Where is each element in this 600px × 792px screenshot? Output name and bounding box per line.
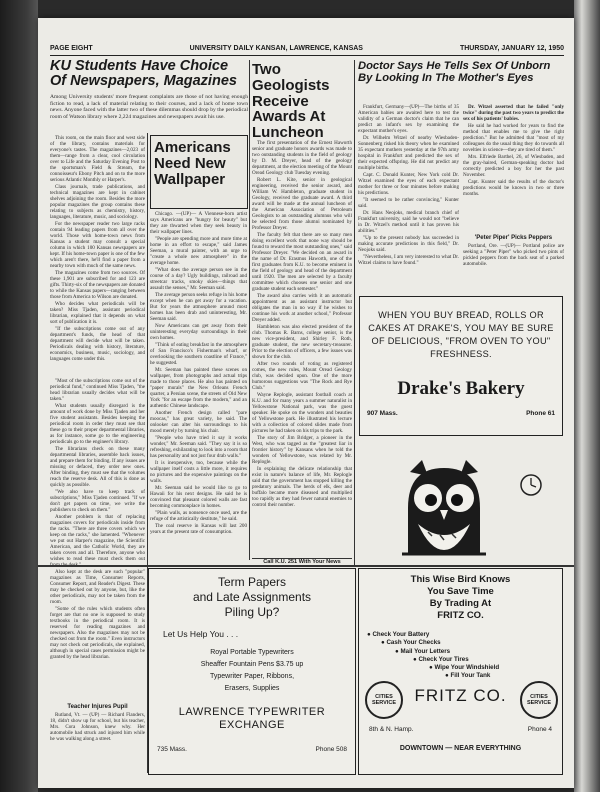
paragraph: The first presentation of the Ernest Haworth senior and graduate honors awards was made to two outstanding students in the field of geology by D. M. Dreyer, head of the geology department, at the election meeting of the Mount Oread Geology club Tuesday evening.: [252, 140, 352, 176]
ad-drakes-bakery: [359, 296, 563, 436]
paragraph: In explaining the delicate relationship that exist in nature's balance of life, Mr. Replogle said that the government has stopped killing the predatory animals. The herds of elk, deer and buffalo became more diseased and multiplied too rapidly as they had fewer natural enemies to control their number.: [252, 466, 352, 508]
page-number: PAGE EIGHT: [50, 45, 93, 52]
paragraph: Another French design called "pare moocas," has great variety, he said. The onlooker can alter his surroundings to his mood merely by turning his chair.: [150, 410, 247, 434]
drakes-address: 907 Mass.: [367, 410, 398, 417]
paragraph: "If the subscriptions come out of any department's funds, the head of that department will decide what will be taken. Periodicals dealing with history, literature, economics, business, music, sociology, and languages come under this.: [50, 326, 145, 362]
headline-line: and Late Assignments: [192, 590, 312, 604]
typewriter-item-list: [149, 647, 355, 695]
paragraph: Capt. C. Donald Kunter, New York cold Dr. Witzel examined the eyes of each expectant mother for three or four minutes before making his predictions.: [358, 172, 459, 196]
subhead-teacher-injures-pupil: Teacher Injures Pupil: [67, 704, 128, 710]
paragraph: "It seemed to be rather convincing," Kunter said.: [358, 197, 459, 209]
paragraph: "Most of the subscriptions come out of the periodical fund," continued Miss Tjaden, "the head librarian usually decides what will be taken.": [50, 378, 145, 402]
paragraph: Frankfurt, Germany—(UP)—The births of 35 American babies are awaited here to test the validity of a German doctor's claim that he can predict an infant's sex by examining the expectant mother's eyes.: [358, 104, 459, 134]
list-item: Erasers, Supplies: [224, 685, 280, 692]
paragraph: Rutland, Vt. — (UP) — Richard Flanders, 18, didn't show up for school, but his teacher, Mrs. Cora Johnson, knew why. Her automobile had struck and injured him while he was walking along a street.: [50, 712, 145, 742]
story-column-1: [50, 135, 145, 375]
list-item: ● Wipe Your Windshield: [429, 664, 500, 672]
ad-fritz-co: [358, 568, 563, 775]
fritz-phone: Phone 4: [527, 726, 552, 733]
paragraph: "Some of the rules which students often forget are that no one is supposed to study textbooks in the periodical room. It is reserved for reading magazines and newspapers. Also the magazines may not be checked out from the room." Even instructors may not check out periodicals, she explained, although in special cases permission might be granted by the head librarian.: [50, 606, 145, 660]
headline-line: By Trading At: [429, 598, 492, 609]
paragraph: Class journals, trade publications, and technical magazines are kept in cabinet shelves adjoining the room. Besides the more popular magazines the group contains these relating to subjects as chemistry, history, languages, literature, music, and sociology.: [50, 184, 145, 220]
check-label: Check Your Tires: [418, 655, 469, 663]
story-headline-geologists: Two Geologists Receive Awards At Luncheon: [252, 61, 330, 141]
paragraph: The faculty felt that there are so many men doing excellent work that none way should be found to reward the most outstanding ones," said Professor Dreyer. "We decided on an award in the name of Dr. Erasmus Haworth, one of the first graduates from K.U. to become eminent in the field of geology and head of the department until 1920. The men are selected by a faculty committee which chooses one senior and one graduate student each semester.": [252, 232, 352, 292]
headline-line: Piling Up?: [224, 605, 280, 619]
owl-icon: [388, 458, 500, 558]
fritz-address: 8th & N. Hamp.: [369, 726, 414, 733]
paragraph: It is inexpensive, too, because while the wallpaper itself costs a little more, it requires no pictures and the expensive paintings on the walls.: [150, 460, 247, 484]
paragraph: "Up to the present nobody has succeeded in making accurate predictions in this field," Dr. Neojoks said.: [358, 235, 459, 253]
typewriter-address: 735 Mass.: [157, 746, 187, 753]
paragraph: Mr. Seeman said he would like to go to Hawaii for his next designs. He said he is convinced that pleasant colored walls are fast becoming commonplace in homes.: [150, 485, 247, 509]
list-item: ● Mail Your Letters: [395, 647, 451, 655]
page-edge-right: [574, 0, 600, 792]
logo-text: CITIES SERVICE: [371, 694, 397, 706]
clock-icon: [516, 473, 546, 497]
newspaper-name: UNIVERSITY DAILY KANSAN, LAWRENCE, KANSAS: [189, 45, 363, 52]
store-name-line: EXCHANGE: [219, 719, 285, 731]
scanner-shadow-left: [0, 0, 38, 792]
check-label: Wipe Your Windshield: [434, 664, 500, 672]
fritz-name: FRITZ CO.: [414, 686, 507, 705]
ad-lawrence-typewriter: [148, 568, 356, 775]
paragraph: Dr. Witzel asserted that he failed "only twice" during the past two years to predict the sex of his patients' babies.: [463, 104, 564, 122]
story-geologists-body: [252, 140, 352, 555]
typewriter-ad-headline: [149, 575, 355, 620]
list-item: ● Check Your Battery: [367, 631, 430, 638]
fritz-ad-headline: [359, 574, 562, 622]
store-name-line: LAWRENCE TYPEWRITER: [178, 706, 326, 718]
column-rule: [249, 60, 250, 560]
newspaper-page: [38, 18, 574, 788]
paragraph: This room, on the main floor and west side of the library, contains materials for everyone's tastes. The magazines—2,023 of them—range from a clear, cool circulation over to Life and the Saturday Evening Post to the sportsman's Field & Stream, the connoisseur's Ebony Pitch and on to the more serious Atlantic Monthly or Harper's.: [50, 135, 145, 183]
story-wallpaper-body: [150, 211, 247, 556]
paragraph: "Plain walls, as nonsence once used, are the refuge of the artistically destitute," he said.: [150, 510, 247, 522]
paragraph: Capt. Kunter said the results of the doctor's predictions would be known in two or three months.: [463, 179, 564, 197]
paragraph: Chicago. —(UP)— A Viennese-born artist says Americans are "hungry for beauty" but they are thwarted when they seek beauty in their wallpaper lines.: [150, 211, 247, 235]
paragraph: After two rounds of voting as registered comes, the new rules, Mount Oread Geology club, was decided upon. One of the more humorous suggestions was "The Rock and Rye Club.": [252, 361, 352, 391]
check-label: Mail Your Letters: [400, 647, 451, 655]
story-column-1-cont: [50, 378, 145, 700]
story-teacher-body: [50, 712, 145, 772]
paragraph: Who decides what periodicals will be taken? Miss Tjaden, assistant periodical librarian, explained that it depends on what sort of publication it is.: [50, 301, 145, 325]
paragraph: He said he had worked for years to find the method that enables me to give the right prediction." But he admitted that "most of my colleagues do the usual thing they do towards all novelties in science—they are tired of them.": [463, 123, 564, 153]
horizontal-rule: [38, 565, 574, 567]
paragraph: "Nevertheless, I am very interested to what Dr. Witzel claims to have found.": [358, 254, 459, 266]
paragraph: Dr. Hans Neojoks, medical branch chief of Frankfurt university, said he would not "believe in Dr. Witzel's method until it has proven his abilities.": [358, 210, 459, 234]
paragraph: Dr. Wilhelm Witzel of nearby Wiesbaden-Sonnenberg risked his theory when he examined 35 expectant mothers yesterday at the 97th army hospital in Frankfurt and predicted the sex of their expected offspring. He did not predict any multiple births.: [358, 135, 459, 171]
story-doctor-col1: [358, 104, 459, 294]
typewriter-phone: Phone 508: [315, 746, 347, 753]
paragraph: Hambleton was also elected president of the club. Thomas R. Barns, college senior, is the new vice-president, and Shirley F. Roth, graduate student, the new secretary-treasurer. Prior to the election of officers, a few issues was shown for the club.: [252, 324, 352, 360]
paragraph: Another problem is that of replacing magazines covers for periodicals inside from the racks. "There are three covers which we keep on the racks," she lamented. "Whenever we put out Harper's magazine, the Scientific American, and the Catholic World, they are taken covers and all. Therefore, anyone who wishes to read these must check them out: [50, 514, 145, 562]
typewriter-store-name: [149, 706, 355, 732]
paragraph: What students usually disregard is the amount of work done by Miss Tjaden and her five student assistants. Besides keeping the periodical room in order they must see that these go to their proper departmental libraries, as for instance, some go to the engineering periodicals go to the engineer's library.: [50, 403, 145, 445]
paragraph: "People are spending more and more time at home in an effort to escape," said James Seeman, a mural painter, with an urge to "create a whole new atmosphere" in the average home.: [150, 236, 247, 266]
headline-line: Term Papers: [217, 575, 287, 589]
paragraph: Now Americans can get away from their uninteresting everyday surroundings in their own homes.: [150, 323, 247, 341]
paragraph: "What does the average person see in the course of a day? Ugly buildings, railroad and streetcar tracks, smoky skies—things that assault the senses," Mr. Seeman said.: [150, 267, 247, 291]
headline-line: This Wise Bird Knows: [410, 574, 511, 585]
story-headline-doctor: Doctor Says He Tells Sex Of Unborn By Looking In The Mother's Eyes: [358, 60, 551, 84]
story-headline-wallpaper: Americans Need New Wallpaper: [154, 139, 231, 188]
list-item: Typewriter Paper, Ribbons,: [209, 673, 295, 680]
logo-text: CITIES SERVICE: [526, 694, 552, 706]
list-item: ● Fill Your Tank: [445, 672, 491, 680]
paragraph: Wayne Replogle, assistant football coach at K.U. and for many years a summer naturalist in Yellowstone National park, was the guest speaker. He spoke on the wonders and beauties of Yellowstone park. He illustrated his lecture with a collection of colored slides made from pictures he had taken on his trips to the park.: [252, 392, 352, 434]
story-doctor-col2: [463, 104, 564, 232]
list-item: ● Check Your Tires: [413, 655, 469, 663]
call-ku-news-line: Call K.U. 251 With Your News: [252, 558, 352, 566]
paragraph: The coal reserve in Kansas will last 200 years at the present rate of consumption.: [150, 523, 247, 535]
headline-box: [150, 135, 248, 209]
cities-service-logo-right: [520, 681, 558, 719]
list-item: Sheaffer Fountain Pens $3.75 up: [200, 661, 304, 668]
paragraph: The average person seeks refuge in his home except when he can get away for a vacation. But for years the atmosphere around most homes has been drab and uninteresting, Mr. Seeman said.: [150, 292, 247, 322]
paragraph: The magazines come from two sources. Of these 1,901 are subscribed for and 123 are gifts. Thirty-six of the newspapers are donated to while the Kansas papers—ranging between those from America to Wilson are donated.: [50, 270, 145, 300]
issue-date: THURSDAY, JANUARY 12, 1950: [459, 45, 564, 52]
check-label: Check Your Battery: [372, 631, 430, 638]
paragraph: "Think of eating breakfast in the atmosphere of San Francisco's Fisherman's wharf, or overlooking the southern coastline of France," he suggested.: [150, 342, 247, 366]
typewriter-cta: Let Us Help You . . .: [163, 629, 239, 639]
paragraph: Mrs. Elfriede Barthel, 26, of Wiesbaden, and the gray-haired, German-speaking doctor had correctly predicted a boy for her the past November.: [463, 154, 564, 178]
paragraph: "People who have tried it say it works wonder," Mr. Seeman said. "They say it is so refreshing, exhilarating to look into a room that has personality and not just four drab walls.": [150, 435, 247, 459]
paragraph: The award also carries with it an automatic appointment as an assistant instructor but obligates the man in no way if he wishes to continue his work at another school," Professor Dreyer added.: [252, 293, 352, 323]
paragraph: The librarians check on these many departmental libraries, assemble back issues, and prepare them for binding. If any issues are missing or defaced, they order new ones. After binding, they must see that the volumes reach the reserve desk. All of this is done as quickly as possible.: [50, 446, 145, 488]
masthead: [50, 45, 564, 56]
drakes-ad-copy: WHEN YOU BUY BREAD, ROLLS OR CAKES AT DRAKE'S, YOU MAY BE SURE OF DELICIOUS, "FROM OVEN TO YOU" FRESHNESS.: [368, 310, 554, 359]
story-intro: Among University students' more frequent complaints are those of not having enough fiction to read, a lack of material relating to their courses, and a lack of home town news. Anyone faced with the latter two of these dilemmas should drop by the periodical room of Watson library where 2,224 magazines and newspapers await his use.: [50, 94, 248, 120]
story-headline-ku-students: KU Students Have Choice Of Newspapers, Magazines: [50, 58, 237, 90]
drakes-bakery-name: Drake's Bakery: [397, 378, 525, 399]
fritz-check-list: [367, 631, 557, 681]
cities-service-logo-left: [365, 681, 403, 719]
paragraph: Mr. Seeman has painted these scenes on wallpaper, from photographs and actual trips made to those places. He also has painted on "paper murals" the New Orleans French quarter, a Persian scene, the streets of Old New York "for an escape from the modern," and an authentic Chinese landscape.: [150, 367, 247, 409]
column-rule: [354, 60, 355, 565]
fritz-tagline: DOWNTOWN — NEAR EVERYTHING: [399, 745, 522, 752]
headline-line: FRITZ CO.: [437, 610, 484, 621]
paragraph: For the newspaper reader two large racks contain 94 leading papers from all over the world. Those with home-town news from Kansas a student may consult a special column in which 100 Kansas newspapers are kept. If his home-town paper is one of the few which aren't there, he'll find a paper from a nearby town with much of the same news.: [50, 221, 145, 269]
drakes-phone: Phone 61: [526, 410, 555, 417]
check-label: Fill Your Tank: [450, 672, 491, 680]
paragraph: Also kept at the desk are such "popular" magazines as Time, Consumer Reports, Consumer Report, and Reader's Digest. These may be checked out by anyone, but, like the other periodicals, may not be taken from the room.: [50, 569, 145, 605]
headline-line: You Save Time: [427, 586, 494, 597]
paragraph: The story of Jim Bridger, a pioneer in the West, who was tagged as the "greatest liar in frontier history" by Kansans when he told the wonders of Yellowstone, was related by Mr. Replogle.: [252, 435, 352, 465]
story-peter-piper-body: [463, 243, 564, 287]
paragraph: Portland, Ore. —(UP)— Portland police are seeking a "Peter Piper" who picked two pints of pickled peppers from the back seat of a parked automobile.: [463, 243, 564, 267]
list-item: Royal Portable Typewriters: [210, 649, 294, 656]
subhead-peter-piper: 'Peter Piper' Picks Peppers: [474, 235, 553, 241]
paragraph: Robert L. Kite, senior in geological engineering, received the senior award, and William W. Hambleton, graduate student in Geology, received the graduate award. A third award will be made at the annual luncheon of the American Association of Petroleum Geologists to an outstanding alumnus who will be selected from those alumni nominated by Professor Dreyer.: [252, 177, 352, 231]
check-label: Cash Your Checks: [386, 639, 441, 647]
list-item: ● Cash Your Checks: [381, 639, 441, 647]
paragraph: "We also have to keep track of subscriptions," Miss Tjaden continued. "If we don't get papers on time, we write the publishers to check on them.": [50, 489, 145, 513]
